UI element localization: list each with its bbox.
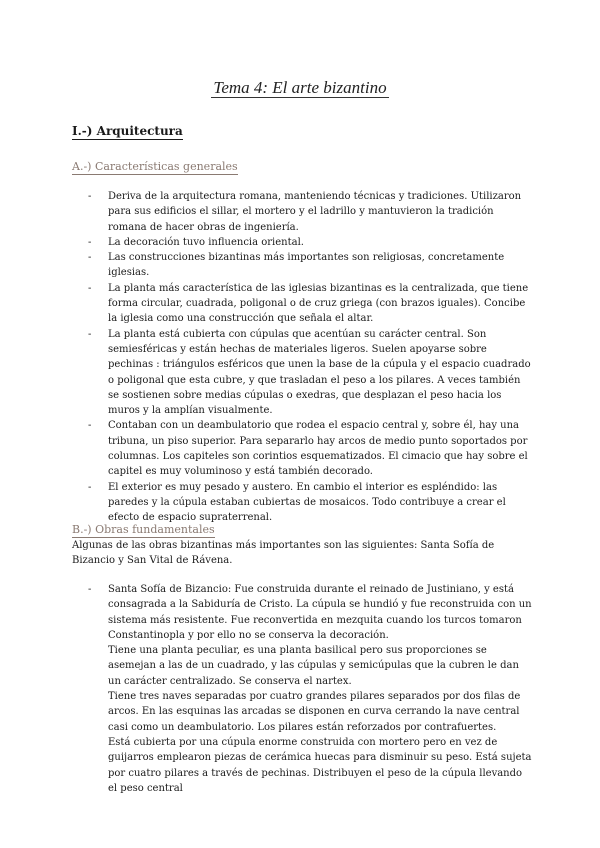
list-item [72, 582, 532, 796]
list-item [72, 235, 532, 250]
subheading-obras: B.-) Obras fundamentales [72, 523, 215, 536]
dash-marker: - [88, 481, 92, 493]
list-item-text: Deriva de la arquitectura romana, manteniendo técnicas y tradiciones. Utilizaron para sus edificios el sillar, el mortero y el ladrillo y mantuvieron la tradición romana de hacer obras de ingeniería. [108, 191, 522, 233]
obras-list [72, 582, 532, 796]
list-item-text: Contaban con un deambulatorio que rodea el espacio central y, sobre él, hay una tribuna, un piso superior. Para separarlo hay arcos de medio punto soportados por columnas. Los capiteles son corintios esquematizados. El cimacio que hay sobre el capitel es muy voluminoso y está también decorado. [108, 420, 528, 478]
list-item [72, 281, 532, 327]
dash-marker: - [88, 252, 92, 264]
list-item-continuation: Tiene tres naves separadas por cuatro grandes pilares separados por dos filas de arcos. En las esquinas las arcadas se disponen en curva cerrando la nave central casi como un deambulatorio. Los pilares están reforzados por contrafuertes. [108, 691, 521, 733]
list-item [72, 418, 532, 479]
list-item [72, 327, 532, 419]
list-item-text: La planta más característica de las iglesias bizantinas es la centralizada, que tiene forma circular, cuadrada, poligonal o de cruz griega (con brazos iguales). Concibe la iglesia como una construcción que señala el altar. [108, 282, 529, 325]
list-item-continuation: Está cubierta por una cúpula enorme construida con mortero pero en vez de guijarros emplearon piezas de cerámica huecas para disminuir su peso. Está sujeta por cuatro pilares a través de pechinas. Distribuyen el peso de la cúpula llevando el peso central [108, 736, 532, 794]
dash-marker: - [88, 420, 92, 432]
section-heading-arquitectura: I.-) Arquitectura [72, 124, 183, 138]
list-item-text: El exterior es muy pesado y austero. En cambio el interior es espléndido: las paredes y la cúpula estaban cubiertas de mosaicos. Todo contribuye a crear el efecto de espacio supraterrenal. [108, 481, 506, 524]
list-item [72, 189, 532, 235]
page-title-text: Tema 4: El arte bizantino [213, 78, 387, 97]
list-item [72, 480, 532, 526]
dash-marker: - [88, 191, 92, 202]
dash-marker: - [88, 236, 92, 248]
dash-marker: - [88, 282, 92, 294]
list-item-text: La decoración tuvo influencia oriental. [108, 236, 304, 248]
list-item-text: Santa Sofía de Bizancio: Fue construida durante el reinado de Justiniano, y está consagrada a la Sabiduría de Cristo. La cúpula se hundió y fue reconstruida con un sistema más resistente. Fue reconvertida en mezquita cuando los turcos tomaron Constantinopla y por ello no se conserva la decoración. [108, 584, 532, 641]
subheading-caracteristicas: A.-) Características generales [72, 160, 238, 173]
list-item [72, 250, 532, 281]
obras-intro: Algunas de las obras bizantinas más importantes son las siguientes: Santa Sofía de Bizancio y San Vital de Rávena. [72, 540, 495, 567]
dash-marker: - [88, 328, 92, 340]
list-item-text: Las construcciones bizantinas más importantes son religiosas, concretamente iglesias. [108, 252, 505, 279]
caracteristicas-list [72, 189, 532, 526]
page-title [0, 78, 600, 98]
dash-marker: - [88, 584, 92, 595]
list-item-text: La planta está cubierta con cúpulas que acentúan su carácter central. Son semiesféricas y están hechas de materiales ligeros. Suelen apoyarse sobre pechinas : triángulos esféricos que unen la base de la cúpula y el espacio cuadrado o poligonal que esta cubre, y que trasladan el peso a los pilares. A veces también se sostienen sobre medias cúpulas o exedras, que desplazan el peso hacia los muros y la amplían visualmente. [108, 328, 531, 417]
list-item-continuation: Tiene una planta peculiar, es una planta basilical pero sus proporciones se asemejan a las de un cuadrado, y las cúpulas y semicúpulas que la cubren le dan un carácter centralizado. Se conserva el nartex. [108, 645, 519, 687]
